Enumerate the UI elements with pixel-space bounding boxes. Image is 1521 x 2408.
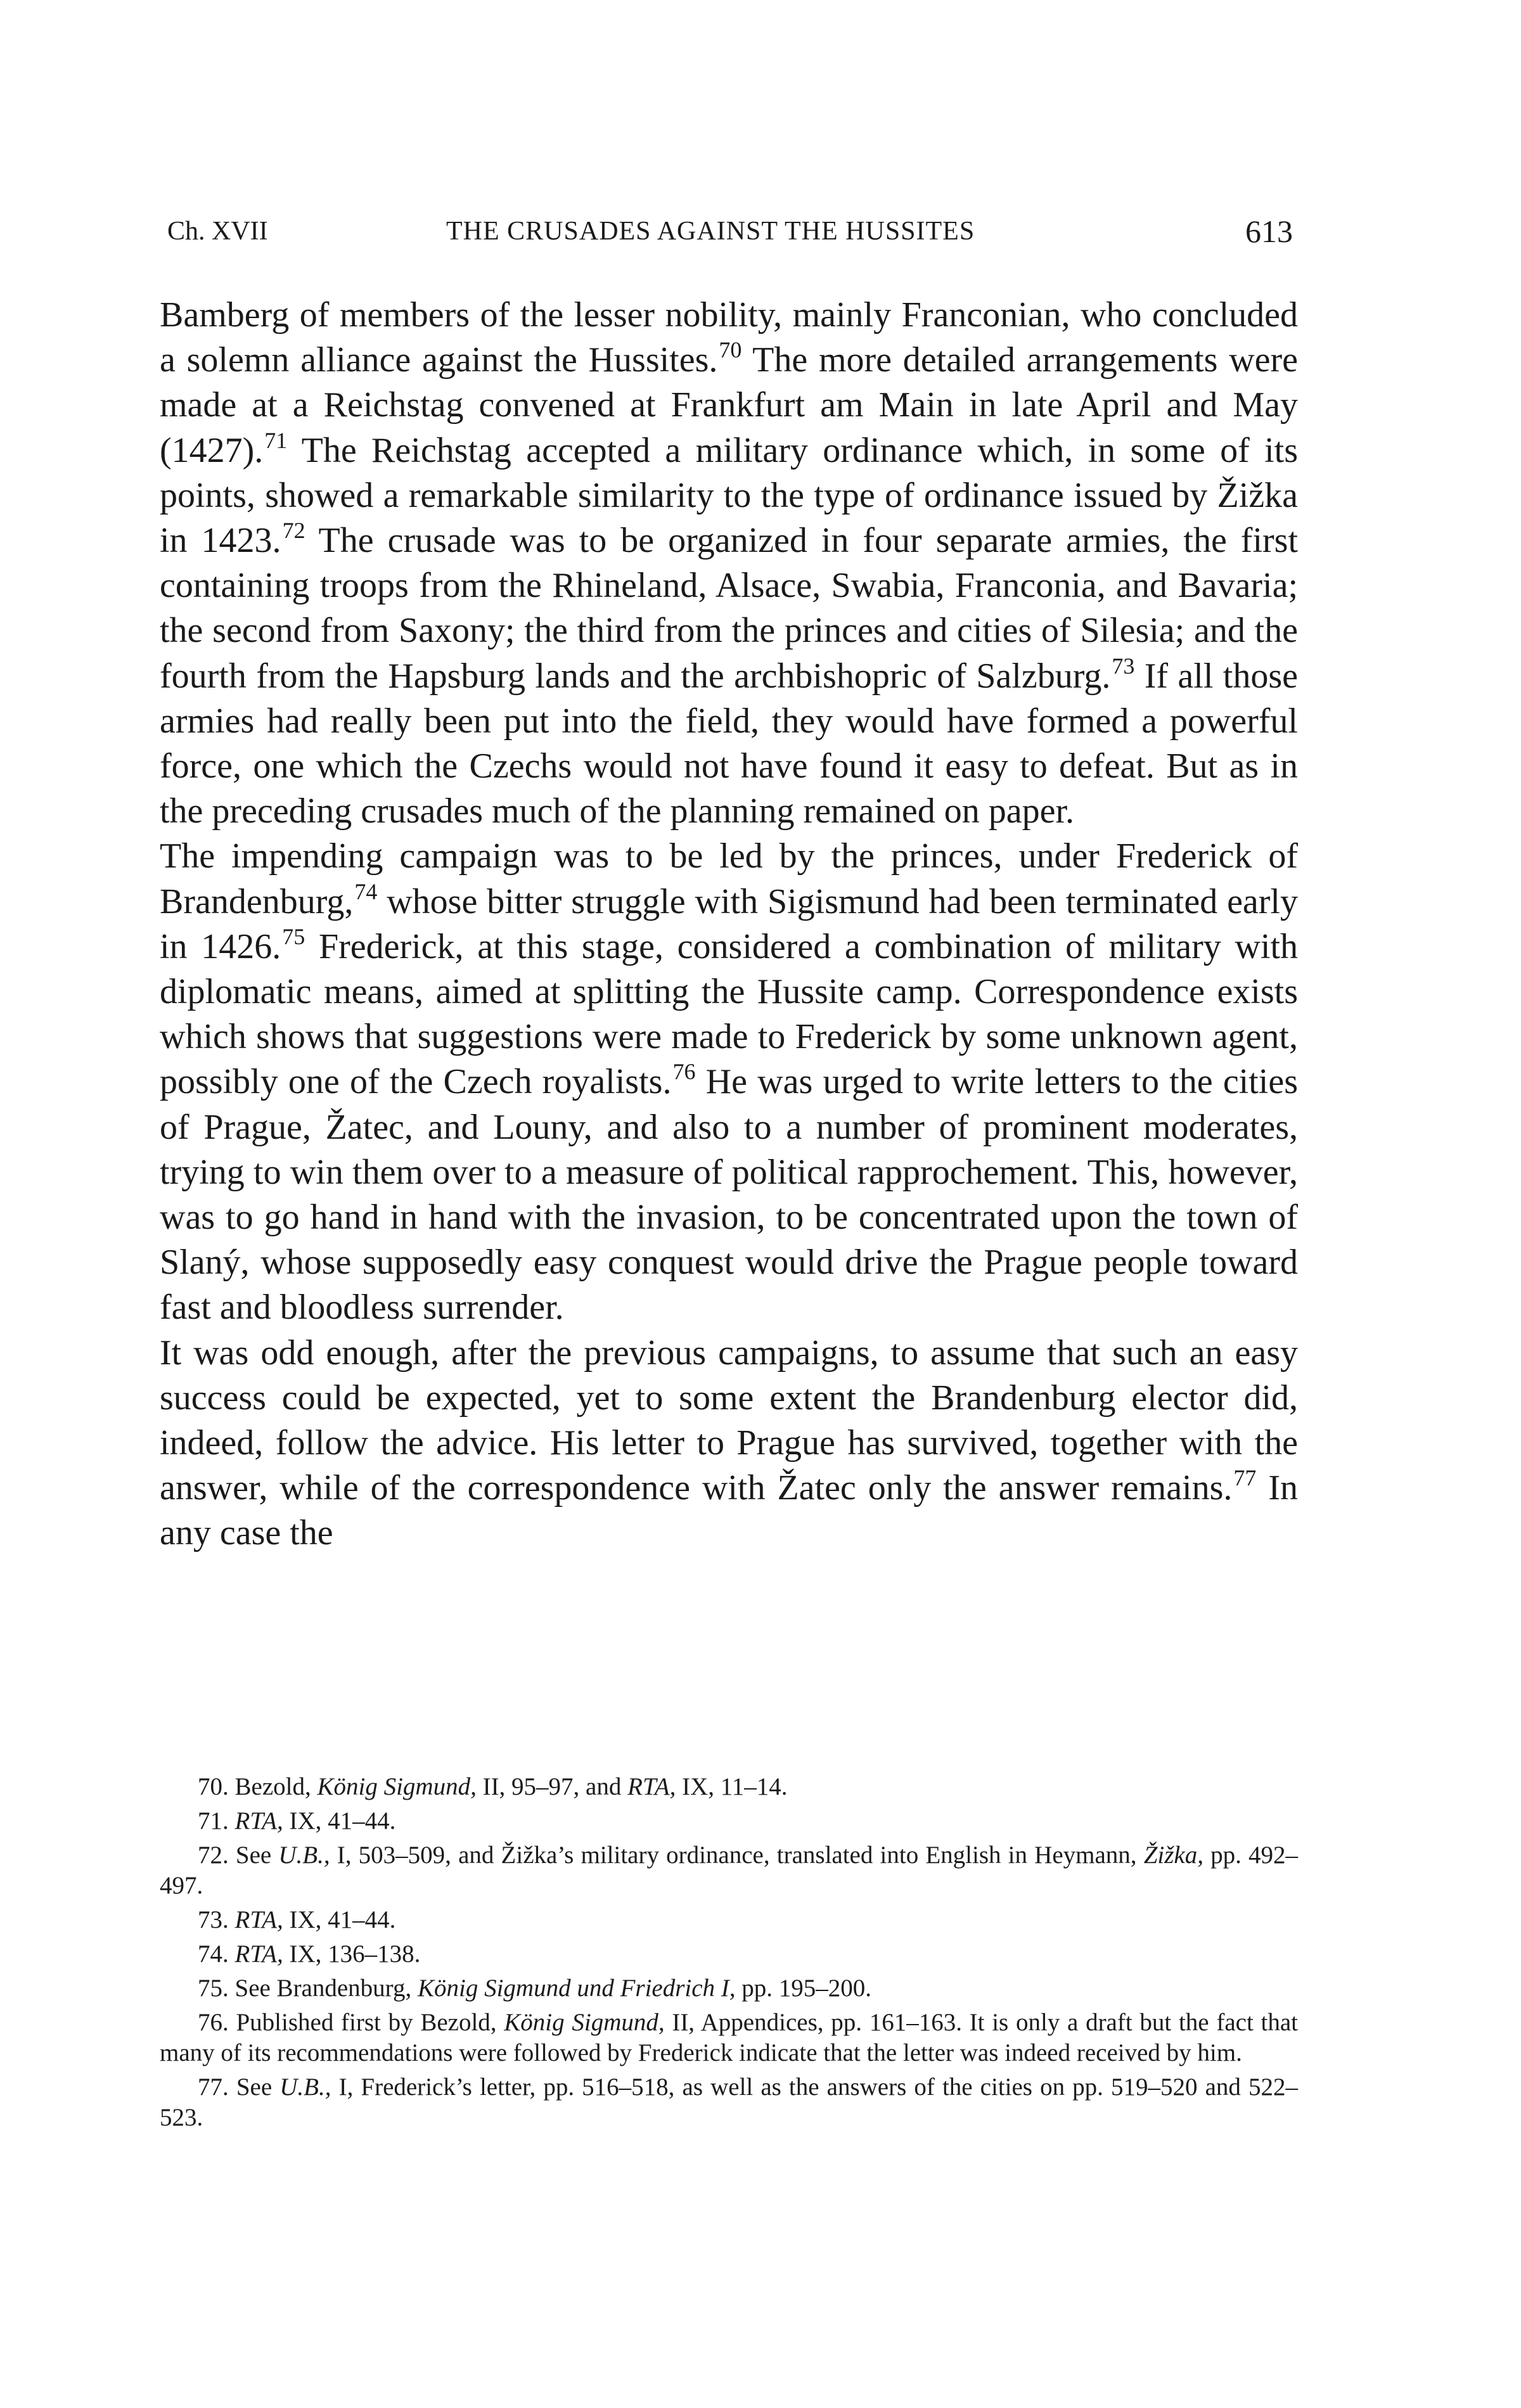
text-run: It was odd enough, after the previous campaigns, to assume that such an easy success could be expected, yet to some extent the Brandenburg elector did, indeed, follow the advice. His letter to Prague has survived, together with the answer, while of the correspondence with Žatec only the answer remains. [160, 1333, 1298, 1508]
running-title: THE CRUSADES AGAINST THE HUSSITES [446, 217, 975, 246]
footnote-marker: 74 [354, 878, 378, 904]
footnote-marker: 70 [719, 337, 742, 363]
italic-title: König Sigmund und Friedrich I, [417, 1975, 736, 2002]
text-run: I, Frederick’s letter, pp. 516–518, as well as the answers of the cities on pp. 519–520 and 522–523. [160, 2073, 1299, 2131]
text-run: The Reichstag accepted a military ordinance which, in some of its points, showed a remarkable similarity to the type of ordinance issued by Žižka in 1423. [160, 430, 1298, 561]
text-run: 77. See [198, 2073, 280, 2101]
text-run: The more detailed arrangements were made at a Reichstag convened at Frankfurt am Main in late April and May (1427). [160, 340, 1298, 470]
text-run: Frederick, at this stage, considered a combination of military with diplomatic means, aimed at splitting the Hussite camp. Correspondence exists which shows that suggestions were made to Frederick by some unknown agent, possibly one of the Czech royalists. [160, 926, 1299, 1102]
paragraph [160, 1331, 1298, 1556]
text-run: 76. Published first by Bezold, [198, 2009, 504, 2036]
text-run: He was urged to write letters to the cities of Prague, Žatec, and Louny, and also to a number of prominent moderates, trying to win them over to a measure of political rapprochement. This, however, was to go hand in hand with the invasion, to be concentrated upon the town of Slaný, whose supposedly easy conquest would drive the Prague people toward fast and bloodless surrender. [160, 1062, 1298, 1328]
text-run: In any case the [160, 1468, 1299, 1553]
italic-title: RTA, [234, 1906, 283, 1933]
footnote-marker: 72 [282, 518, 305, 544]
text-run: 72. See [198, 1841, 279, 1869]
text-run: If all those armies had really been put into the field, they would have formed a powerful force, one which the Czechs would not have found it easy to defeat. But as in the preceding crusades much of the planning remained on paper. [160, 656, 1298, 831]
text-run: The crusade was to be organized in four separate armies, the first containing troops from the Rhineland, Alsace, Swabia, Franconia, and Bavaria; the second from Saxony; the third from the princes and cities of Silesia; and the fourth from the Hapsburg lands and the archbishopric of Salzburg. [160, 521, 1298, 696]
footnote-marker: 73 [1112, 653, 1135, 679]
italic-title: König Sigmund, [317, 1773, 477, 1800]
text-run: Bamberg of members of the lesser nobility, mainly Franconian, who concluded a solemn alliance against the Hussites. [160, 295, 1298, 380]
running-header [167, 209, 1293, 253]
footnote [160, 1905, 1298, 1935]
paragraph [160, 293, 1298, 834]
text-run: IX, 41–44. [283, 1807, 396, 1835]
page-number: 613 [1245, 214, 1293, 249]
text-run: 70. Bezold, [198, 1773, 318, 1800]
footnote [160, 2072, 1298, 2133]
text-run: 74. [198, 1940, 235, 1968]
text-run: IX, 11–14. [676, 1773, 788, 1800]
text-run: The impending campaign was to be led by the princes, under Frederick of Brandenburg, [160, 836, 1298, 921]
italic-title: RTA, [627, 1773, 676, 1800]
footnote [160, 1806, 1298, 1836]
text-run: whose bitter struggle with Sigismund had been terminated early in 1426. [160, 881, 1298, 966]
italic-title: U.B., [279, 2073, 331, 2101]
footnote-marker: 76 [672, 1059, 696, 1085]
text-run: IX, 136–138. [283, 1940, 421, 1968]
main-text [160, 293, 1298, 1556]
paragraph [160, 834, 1298, 1330]
footnote [160, 1840, 1298, 1901]
text-run: II, 95–97, and [476, 1773, 628, 1800]
footnote-marker: 75 [282, 923, 305, 949]
italic-title: König Sigmund, [504, 2009, 665, 2036]
text-run: II, Appendices, pp. 161–163. It is only a draft but the fact that many of its recommendations were followed by Frederick indicate that the letter was indeed received by him. [160, 2009, 1298, 2066]
text-run: pp. 195–200. [735, 1975, 872, 2002]
footnote [160, 1772, 1298, 1802]
chapter-label: Ch. XVII [167, 217, 268, 246]
text-run: 71. [198, 1807, 235, 1835]
footnote-marker: 71 [264, 427, 288, 453]
italic-title: Žižka, [1143, 1841, 1203, 1869]
footnote [160, 2008, 1298, 2068]
italic-title: RTA, [234, 1940, 283, 1968]
footnote [160, 1973, 1298, 2004]
footnote [160, 1939, 1298, 1969]
footnote-marker: 77 [1233, 1465, 1257, 1491]
footnotes [160, 1772, 1298, 2137]
text-run: 73. [198, 1906, 235, 1933]
text-run: pp. 492–497. [160, 1841, 1299, 1899]
text-run: I, 503–509, and Žižka’s military ordinance, translated into English in Heymann, [330, 1841, 1144, 1869]
text-run: IX, 41–44. [283, 1906, 396, 1933]
text-run: 75. See Brandenburg, [198, 1975, 418, 2002]
italic-title: U.B., [278, 1841, 330, 1869]
italic-title: RTA, [234, 1807, 283, 1835]
